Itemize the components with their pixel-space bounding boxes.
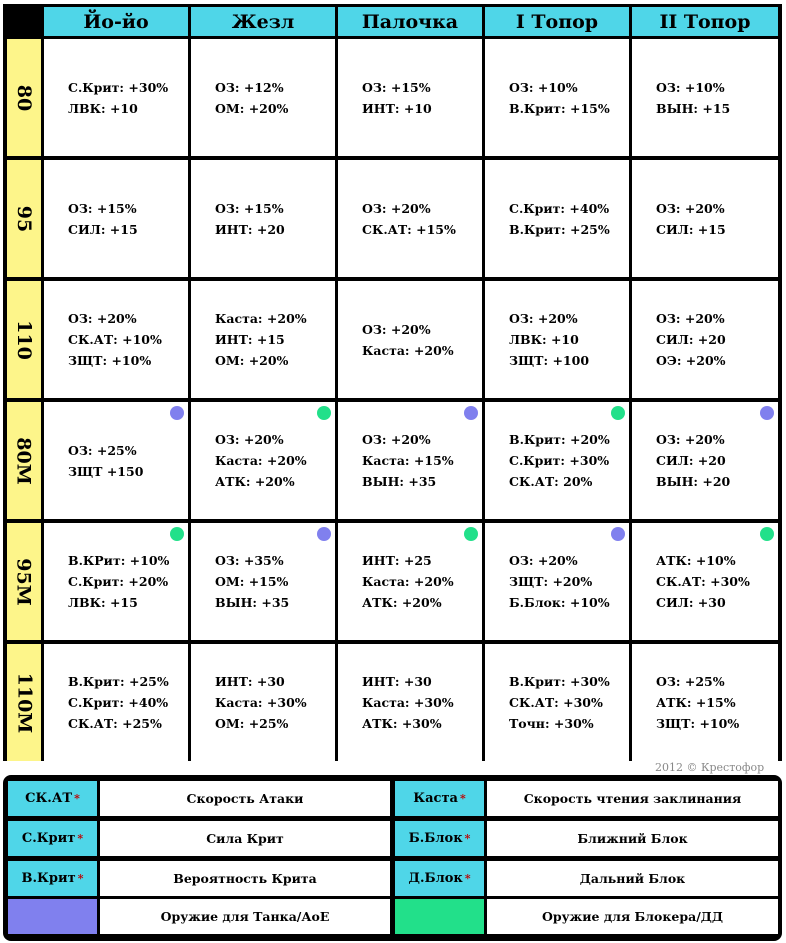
stat-line: ОЗ: +20% [656,432,725,447]
stat-lines [656,523,750,640]
stat-line: ОЗ: +20% [362,321,431,337]
stat-line: АТК: +20% [362,595,442,610]
stat-line: ОЗ: +20% [656,311,725,326]
stat-line: ВЫН: +15 [656,100,731,116]
stat-line: ВЫН: +20 [656,474,731,489]
stat-line: ОЗ: +20% [362,432,431,447]
row-label [7,523,41,640]
stat-line: ЛВК: +10 [68,100,138,116]
legend-abbreviation [8,821,97,856]
stat-cell [632,644,778,761]
stat-line: ИНТ: +10 [362,100,432,116]
stat-line: СК.АТ: 20% [509,474,593,489]
stat-line: СИЛ: +20 [656,332,726,347]
stat-line: СИЛ: +20 [656,453,726,468]
stat-lines [509,281,589,398]
stat-line: СК.АТ: +10% [68,332,162,347]
legend-asterisk: * [459,792,466,805]
tank-weapon-dot [611,527,625,541]
stat-line: СК.АТ: +30% [656,574,750,589]
stat-line: ОМ: +20% [215,353,289,368]
row-label-text: 95 [12,205,35,232]
stat-line: ЛВК: +15 [68,595,138,610]
stat-cell [44,644,188,761]
column-header: Жезл [191,7,335,36]
stat-line: С.Крит: +40% [68,695,169,710]
stat-line: Каста: +30% [362,695,454,710]
legend-abbreviation [395,861,484,896]
stat-line: ОЗ: +20% [509,553,578,568]
stat-line: ОЗ: +15% [362,79,431,95]
stat-cell [338,523,482,640]
stat-line: СК.АТ: +30% [509,695,603,710]
legend-abbreviation-text: СК.АТ [25,791,73,806]
stat-line: ОЗ: +10% [656,79,725,95]
stat-line: Каста: +20% [215,311,307,326]
stat-lines [656,644,739,761]
stat-line: ИНТ: +25 [362,553,432,568]
stat-line: ВЫН: +35 [362,474,437,489]
stat-line: В.Крит: +20% [509,432,610,447]
legend-abbreviation-text: Д.Блок [408,871,463,886]
stat-cell [44,39,188,156]
stat-lines [215,160,285,277]
stat-lines [215,644,307,761]
stat-cell [191,39,335,156]
stat-lines [362,523,454,640]
stat-line: Каста: +15% [362,453,454,468]
stat-line: ВЫН: +35 [215,595,290,610]
legend-description: Вероятность Крита [100,861,390,896]
stat-cell [485,644,629,761]
stat-cell [338,402,482,519]
stat-cell [632,281,778,398]
legend-abbreviation [8,781,97,816]
stat-line: Каста: +30% [215,695,307,710]
stat-line: АТК: +30% [362,716,442,731]
tank-weapon-dot [170,406,184,420]
legend-abbreviation-text: С.Крит [21,831,76,846]
stat-lines [68,523,169,640]
stat-line: С.Крит: +20% [68,574,169,589]
stat-line: АТК: +20% [215,474,295,489]
legend-abbreviation [395,821,484,856]
row-label-text: 80 [12,84,35,111]
stat-cell [632,39,778,156]
stat-line: Б.Блок: +10% [509,595,610,610]
legend-description: Скорость Атаки [100,781,390,816]
stat-cell [191,281,335,398]
stat-line: ОЗ: +10% [509,79,578,95]
blocker-weapon-dot [317,406,331,420]
stat-line: ОЗ: +20% [362,200,431,216]
stat-line: СК.АТ: +25% [68,716,162,731]
blocker-weapon-dot [170,527,184,541]
stat-lines [509,39,610,156]
legend-abbreviation [8,861,97,896]
stat-cell [485,39,629,156]
stat-cell [485,523,629,640]
stat-line: ОЗ: +15% [68,200,137,216]
stat-cell [191,523,335,640]
stat-cell [44,523,188,640]
stat-lines [362,281,454,398]
stat-cell [485,281,629,398]
row-label-text: 95М [13,557,36,606]
stat-line: ИНТ: +30 [215,674,285,689]
stat-line: Каста: +20% [215,453,307,468]
stat-lines [656,39,730,156]
stat-lines [215,402,307,519]
stat-lines [509,160,610,277]
stat-cell [44,160,188,277]
stat-line: Каста: +20% [362,342,454,358]
legend-asterisk: * [77,832,84,845]
legend-color-description: Оружие для Блокера/ДД [487,899,778,934]
row-label-text: 110М [13,672,36,733]
stat-lines [362,644,454,761]
column-header: Йо-йо [44,7,188,36]
stat-line: С.Крит: +40% [509,200,610,216]
stat-line: С.Крит: +30% [509,453,610,468]
row-label-text: 110 [13,319,36,360]
legend-abbreviation-text: В.Крит [21,871,76,886]
legend-table [3,775,782,941]
stat-cell [632,523,778,640]
legend-abbreviation-text: Каста [413,791,458,806]
stat-line: ОМ: +25% [215,716,289,731]
stat-line: Каста: +20% [362,574,454,589]
column-header: I Топор [485,7,629,36]
stat-line: ИНТ: +30 [362,674,432,689]
tank-weapon-dot [760,406,774,420]
blocker-weapon-dot [760,527,774,541]
stat-lines [68,281,162,398]
stat-cell [191,402,335,519]
stat-line: ОЗ: +35% [215,553,284,568]
stat-lines [68,39,168,156]
legend-abbreviation [395,781,484,816]
legend-asterisk: * [77,872,84,885]
column-header: Палочка [338,7,482,36]
stat-lines [509,644,610,761]
stat-cell [338,644,482,761]
legend-asterisk: * [74,792,80,805]
stat-line: В.Крит: +30% [509,674,610,689]
tank-color-swatch [8,899,97,934]
stat-line: СИЛ: +30 [656,595,726,610]
legend-color-description: Оружие для Танка/АоЕ [100,899,390,934]
stat-line: СК.АТ: +15% [362,221,456,237]
stat-line: АТК: +10% [656,553,736,568]
row-label [7,644,41,761]
stat-cell [191,160,335,277]
stat-line: ЗЩТ: +10% [656,716,740,731]
stat-line: В.Крит: +15% [509,100,610,116]
legend-description: Скорость чтения заклинания [487,781,778,816]
stat-cell [338,39,482,156]
stat-lines [215,523,289,640]
stat-line: С.Крит: +30% [68,79,169,95]
tank-weapon-dot [317,527,331,541]
blocker-weapon-dot [611,406,625,420]
stat-lines [509,402,610,519]
stat-lines [362,402,454,519]
stat-cell [485,402,629,519]
stat-line: ЗЩТ: +10% [68,353,152,368]
row-label-text: 80М [13,436,36,485]
legend-description: Сила Крит [100,821,390,856]
row-label [7,281,41,398]
stat-cell [44,281,188,398]
stat-line: АТК: +15% [656,695,736,710]
stat-line: В.Крит: +25% [509,221,610,237]
stat-cell [632,160,778,277]
stat-line: ЛВК: +10 [509,332,579,347]
stat-line: СИЛ: +15 [656,221,726,237]
stat-lines [362,39,432,156]
stat-cell [338,160,482,277]
row-label [7,39,41,156]
stat-line: ОМ: +15% [215,574,289,589]
stat-line: ЗЩТ +150 [68,463,144,479]
blocker-color-swatch [395,899,484,934]
tank-weapon-dot [464,406,478,420]
stat-cell [485,160,629,277]
stat-lines [68,644,169,761]
stat-lines [68,160,138,277]
stat-line: СИЛ: +15 [68,221,138,237]
stat-lines [68,402,143,519]
stat-lines [509,523,610,640]
stat-line: ОЭ: +20% [656,353,726,368]
stat-line: Точн: +30% [509,716,594,731]
column-header: II Топор [632,7,778,36]
stat-cell [44,402,188,519]
stat-line: ОЗ: +20% [68,311,137,326]
stat-line: ЗЩТ: +20% [509,574,593,589]
legend-abbreviation-text: Б.Блок [408,831,463,846]
stat-line: ЗЩТ: +100 [509,353,590,368]
stat-line: ОЗ: +20% [215,432,284,447]
legend-description: Ближний Блок [487,821,778,856]
stat-line: ОЗ: +20% [509,311,578,326]
stat-cell [632,402,778,519]
stat-line: ОМ: +20% [215,100,289,116]
stat-line: ОЗ: +12% [215,79,284,95]
stat-cell [338,281,482,398]
stat-line: ИНТ: +20 [215,221,285,237]
stat-lines [215,39,288,156]
legend-asterisk: * [464,832,471,845]
row-label [7,160,41,277]
stat-line: ОЗ: +15% [215,200,284,216]
row-label [7,402,41,519]
stat-line: ОЗ: +25% [656,674,725,689]
stat-line: ИНТ: +15 [215,332,285,347]
stat-lines [656,281,726,398]
legend-description: Дальний Блок [487,861,778,896]
stat-lines [656,160,726,277]
legend-asterisk: * [464,872,471,885]
stat-lines [362,160,456,277]
stat-line: В.Крит: +25% [68,674,169,689]
stat-cell [191,644,335,761]
weapon-stats-table [3,4,782,761]
stat-line: ОЗ: +25% [68,442,137,458]
stat-line: ОЗ: +20% [656,200,725,216]
copyright: 2012 © Крестофор [655,761,765,774]
stat-line: В.КРит: +10% [68,553,170,568]
stat-lines [215,281,307,398]
blocker-weapon-dot [464,527,478,541]
stat-lines [656,402,730,519]
